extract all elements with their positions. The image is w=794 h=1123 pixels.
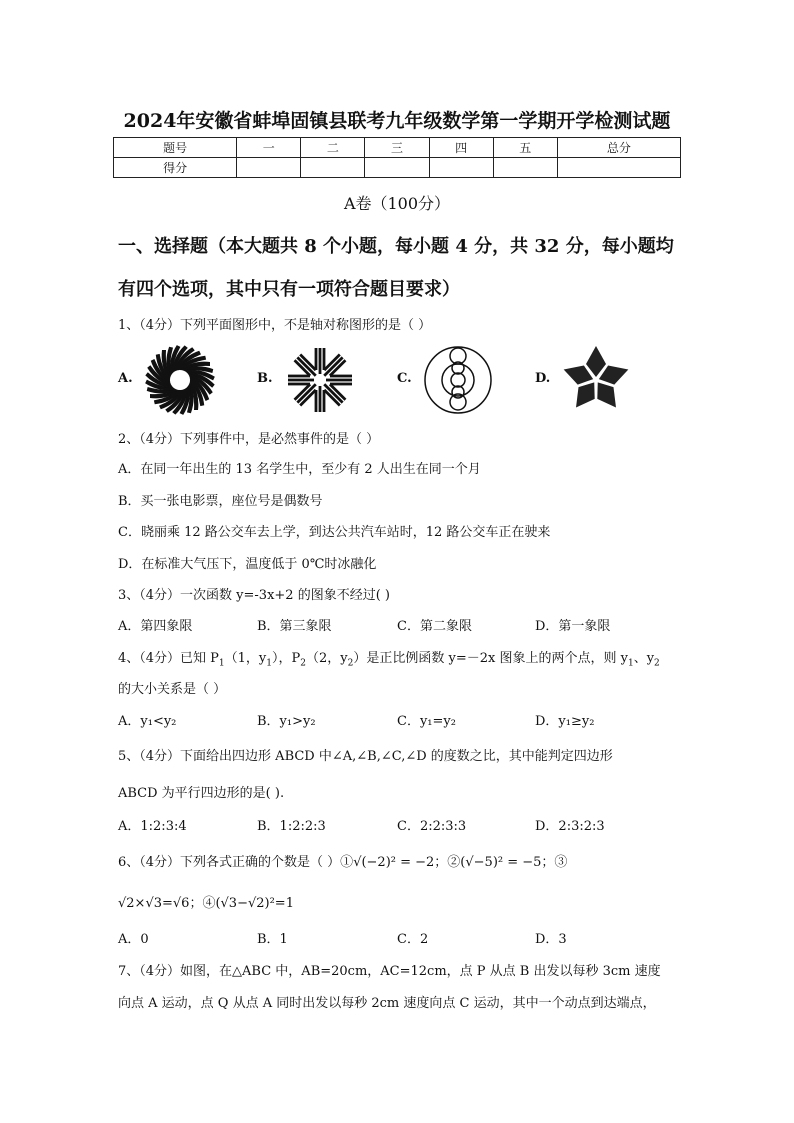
score-cell — [493, 158, 557, 178]
q4-stem-part: ），P — [272, 651, 301, 666]
q4-sub: 1 — [627, 658, 634, 669]
section-heading-line2: 有四个选项，其中只有一项符合题目要求） — [118, 279, 460, 300]
q1-figure-a-swirl — [145, 345, 215, 415]
q1-option-d-label: D. — [535, 371, 551, 386]
score-cell — [237, 158, 301, 178]
q3-option-a: A．第四象限 — [118, 619, 193, 634]
q4-stem-part: （2，y — [306, 651, 348, 666]
q6-stem-text: 6、（4分）下列各式正确的个数是（ ）① — [118, 855, 354, 870]
question-1-stem: 1、（4分）下列平面图形中，不是轴对称图形的是（ ） — [118, 318, 432, 333]
q4-sub: 2 — [347, 658, 354, 669]
section-heading-line1: 一、选择题（本大题共 8 个小题，每小题 4 分，共 32 分，每小题均 — [118, 236, 674, 257]
q6-option-b: B．1 — [257, 932, 288, 947]
q4-sub: 1 — [218, 658, 225, 669]
q4-option-d: D．y₁≥y₂ — [535, 714, 595, 729]
question-4-stem — [118, 647, 660, 669]
score-header-cell: 三 — [365, 138, 429, 158]
q4-sub: 2 — [654, 658, 660, 669]
score-header-cell: 一 — [237, 138, 301, 158]
score-header-cell: 题号 — [114, 138, 237, 158]
score-header-cell: 二 — [301, 138, 365, 158]
question-6-line2: √2×√3=√6；④(√3−√2)²=1 — [118, 896, 294, 911]
page-title: 2024年安徽省蚌埠固镇县联考九年级数学第一学期开学检测试题 — [123, 110, 671, 132]
q2-option-b: B．买一张电影票，座位号是偶数号 — [118, 494, 323, 509]
score-header-cell: 四 — [429, 138, 493, 158]
q1-figure-d-kites — [560, 344, 632, 416]
q6-option-a: A．0 — [118, 932, 149, 947]
q6-expression-1: √(−2)² = −2；②(√−5)² = −5；③ — [353, 855, 568, 870]
q4-stem-part: 、y — [633, 651, 655, 666]
q1-figure-c-circles — [423, 345, 493, 415]
q2-option-d: D．在标准大气压下，温度低于 0℃时冰融化 — [118, 557, 377, 572]
paper-part-heading: A卷（100分） — [343, 194, 451, 213]
q4-stem-part: ）是正比例函数 y=－2x 图象上的两个点，则 y — [353, 651, 628, 666]
q3-option-d: D．第一象限 — [535, 619, 611, 634]
score-cell — [429, 158, 493, 178]
score-table — [113, 137, 681, 178]
question-7-line2: 向点 A 运动，点 Q 从点 A 同时出发以每秒 2cm 速度向点 C 运动，其中一个动点到达端点， — [118, 996, 656, 1011]
q4-option-c: C．y₁=y₂ — [397, 714, 456, 729]
q1-option-a-label: A. — [118, 371, 133, 386]
q2-option-c: C．晓丽乘 12 路公交车去上学，到达公共汽车站时，12 路公交车正在驶来 — [118, 525, 551, 540]
q1-option-b-label: B. — [257, 371, 273, 386]
score-cell — [301, 158, 365, 178]
question-6-stem — [118, 851, 567, 870]
q5-option-c: C．2:2:3:3 — [397, 819, 467, 834]
question-2-stem: 2、（4分）下列事件中，是必然事件的是（ ） — [118, 432, 380, 447]
score-table-score-row — [114, 158, 681, 178]
q2-option-a: A．在同一年出生的 13 名学生中，至少有 2 人出生在同一个月 — [118, 462, 481, 477]
question-4-line2: 的大小关系是（ ） — [118, 682, 227, 697]
score-table-header-row — [114, 138, 681, 158]
q4-stem-part: （1，y — [224, 651, 267, 666]
q3-option-b: B．第三象限 — [257, 619, 332, 634]
question-5-line2: ABCD 为平行四边形的是( ). — [118, 786, 285, 801]
q4-option-b: B．y₁>y₂ — [257, 714, 316, 729]
question-3-stem: 3、（4分）一次函数 y=-3x+2 的图象不经过( ) — [118, 588, 390, 603]
q4-stem-part: 4、（4分）已知 P — [118, 651, 219, 666]
q4-sub: 1 — [266, 658, 273, 669]
score-header-cell: 总分 — [557, 138, 680, 158]
q5-option-b: B．1:2:2:3 — [257, 819, 326, 834]
q3-option-c: C．第二象限 — [397, 619, 472, 634]
q5-option-d: D．2:3:2:3 — [535, 819, 605, 834]
q6-option-d: D．3 — [535, 932, 567, 947]
score-header-cell: 五 — [493, 138, 557, 158]
q4-option-a: A．y₁<y₂ — [118, 714, 177, 729]
q4-sub: 2 — [300, 658, 306, 669]
q1-option-c-label: C. — [397, 371, 412, 386]
q1-figure-b-star-rays — [285, 345, 355, 415]
q5-option-a: A．1:2:3:4 — [118, 819, 187, 834]
question-5-stem: 5、（4分）下面给出四边形 ABCD 中∠A,∠B,∠C,∠D 的度数之比，其中能判定四边形 — [118, 749, 613, 764]
q6-option-c: C．2 — [397, 932, 429, 947]
score-row-label: 得分 — [114, 158, 237, 178]
score-cell — [365, 158, 429, 178]
question-7-stem: 7、（4分）如图，在△ABC 中，AB=20cm，AC=12cm，点 P 从点 B 出发以每秒 3cm 速度 — [118, 964, 661, 979]
score-cell — [557, 158, 680, 178]
